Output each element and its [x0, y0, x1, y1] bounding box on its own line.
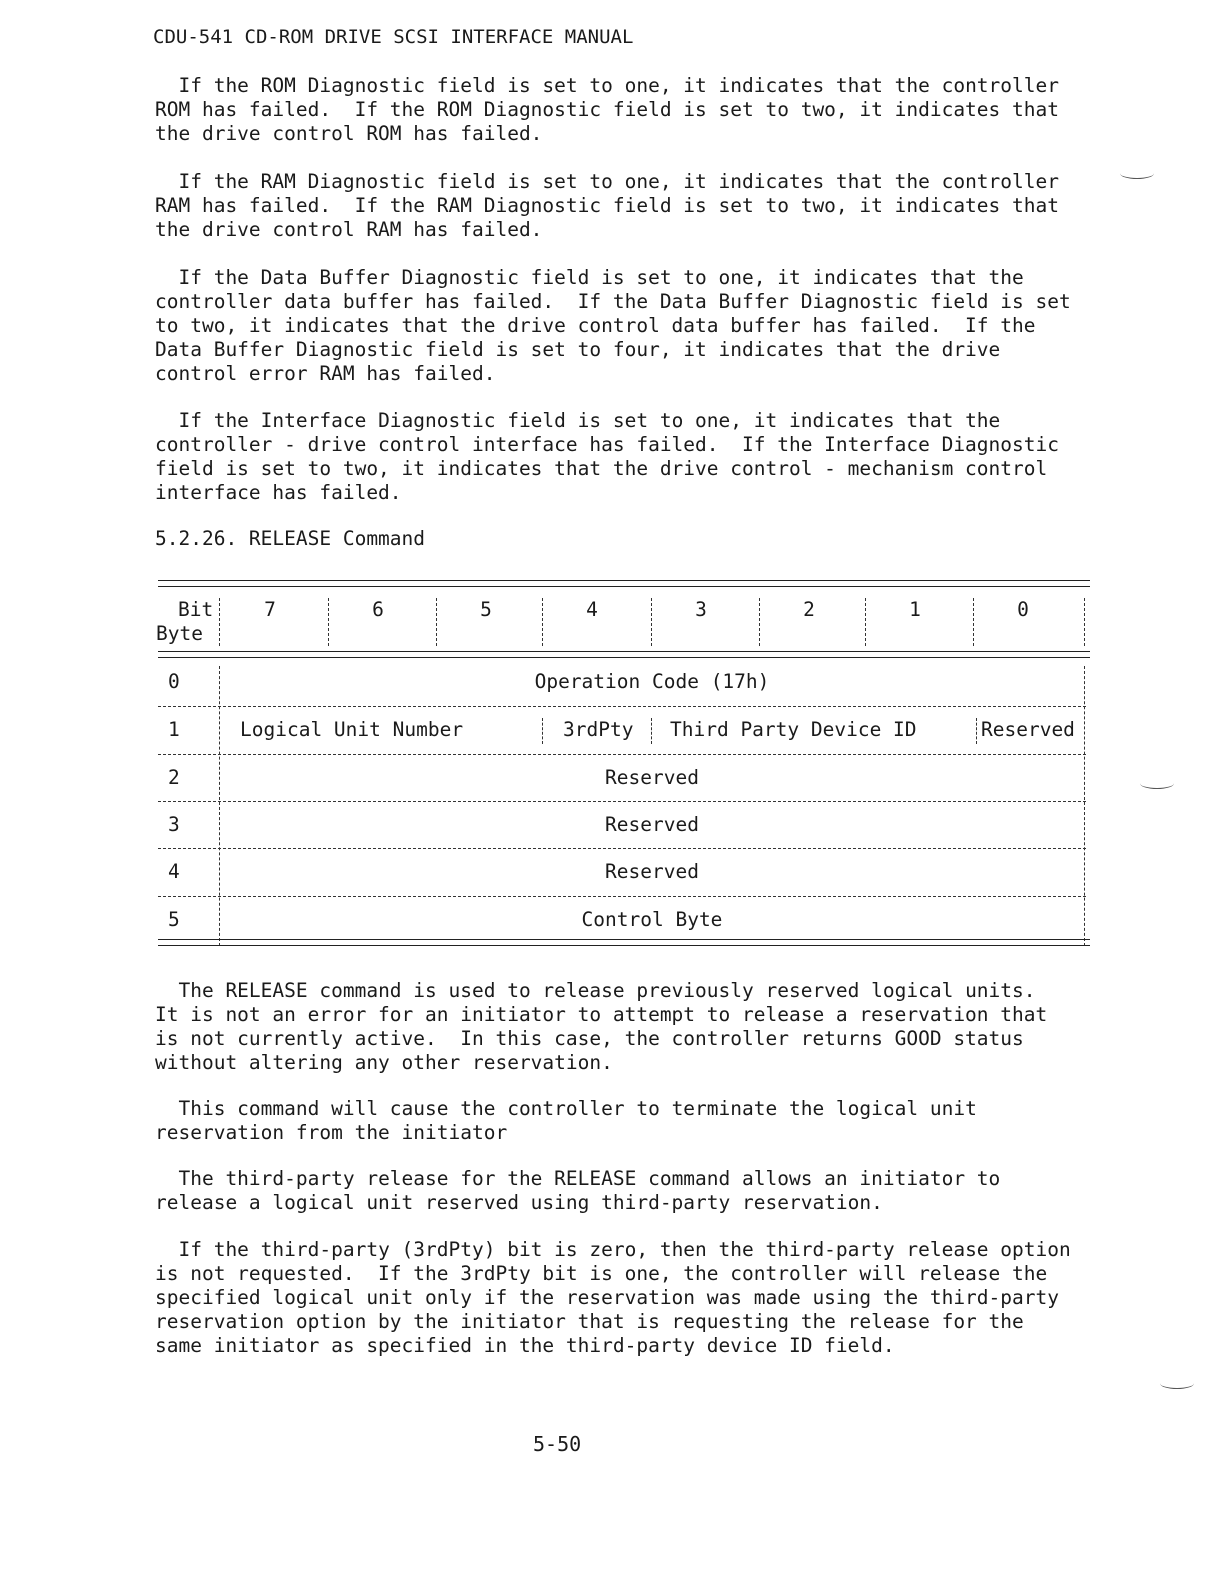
byte-column-separator	[219, 666, 220, 946]
margin-mark	[1160, 1378, 1194, 1389]
header-separator	[759, 598, 760, 646]
row-divider	[158, 848, 1086, 849]
header-separator	[328, 598, 329, 646]
paragraph-release-overview: The RELEASE command is used to release previously reserved logical units. It is not an error for an initiator to attempt to release a reservation that is not currently active. In this case, the controller returns GOOD status without altering any other reservation.	[155, 979, 1048, 1074]
paragraph-data-buffer-diagnostic: If the Data Buffer Diagnostic field is set to one, it indicates that the controller data buffer has failed. If the Data Buffer Diagnostic field is set to two, it indicates that the drive control data buffer has failed. If the Data Buffer Diagnostic field is set to four, it indicates that the drive control error RAM has failed.	[155, 266, 1071, 385]
field-separator	[651, 718, 652, 744]
bit-1-header: 1	[909, 598, 921, 621]
third-party-device-id-field: Third Party Device ID	[670, 718, 917, 741]
byte-5-label: 5	[168, 908, 180, 931]
header-separator	[973, 598, 974, 646]
byte-label: Byte	[156, 622, 203, 645]
field-separator	[976, 718, 977, 744]
control-byte-field: Control Byte	[581, 908, 723, 931]
row-divider	[158, 896, 1086, 897]
header-separator	[865, 598, 866, 646]
row-divider	[158, 754, 1086, 755]
field-separator	[542, 718, 543, 744]
paragraph-third-party-release: The third-party release for the RELEASE command allows an initiator to release a logical unit reserved using third-party reservation.	[155, 1167, 1001, 1214]
paragraph-interface-diagnostic: If the Interface Diagnostic field is set to one, it indicates that the controller - drive control interface has failed. If the Interface Diagnostic field is set to two, it indicates that the drive control - mechanism control interface has failed.	[155, 409, 1059, 504]
bit-2-header: 2	[803, 598, 815, 621]
paragraph-terminate-reservation: This command will cause the controller to terminate the logical unit reservation from the initiator	[155, 1097, 977, 1144]
byte-1-label: 1	[168, 718, 180, 741]
bit-6-header: 6	[372, 598, 384, 621]
bit-4-header: 4	[586, 598, 598, 621]
header-separator	[219, 598, 220, 646]
bit-0-header: 0	[1017, 598, 1029, 621]
paragraph-rom-diagnostic: If the ROM Diagnostic field is set to one, it indicates that the controller ROM has failed. If the ROM Diagnostic field is set to two, it indicates that the drive control ROM has failed.	[155, 74, 1059, 145]
header-separator	[542, 598, 543, 646]
byte-3-label: 3	[168, 813, 180, 836]
section-heading: 5.2.26. RELEASE Command	[155, 527, 426, 550]
reserved-field: Reserved	[605, 766, 699, 789]
logical-unit-number-field: Logical Unit Number	[240, 718, 464, 741]
right-border	[1084, 666, 1085, 946]
page-number: 5-50	[533, 1432, 582, 1456]
reserved-field: Reserved	[605, 813, 699, 836]
margin-mark	[1140, 778, 1174, 789]
byte-4-label: 4	[168, 860, 180, 883]
operation-code-field: Operation Code (17h)	[534, 670, 770, 693]
table-header-border	[158, 651, 1090, 658]
header-separator	[436, 598, 437, 646]
bit-7-header: 7	[264, 598, 276, 621]
running-header: CDU-541 CD-ROM DRIVE SCSI INTERFACE MANUAL	[153, 26, 634, 48]
paragraph-ram-diagnostic: If the RAM Diagnostic field is set to one, it indicates that the controller RAM has failed. If the RAM Diagnostic field is set to two, it indicates that the drive control RAM has failed.	[155, 170, 1059, 241]
row-divider	[158, 801, 1086, 802]
bit-3-header: 3	[695, 598, 707, 621]
row-divider	[158, 706, 1086, 707]
header-separator	[651, 598, 652, 646]
reserved-bit-field: Reserved	[981, 718, 1075, 741]
margin-mark	[1120, 168, 1154, 179]
bit-label: Bit	[178, 598, 214, 621]
byte-0-label: 0	[168, 670, 180, 693]
byte-2-label: 2	[168, 766, 180, 789]
paragraph-3rdpty-bit: If the third-party (3rdPty) bit is zero, then the third-party release option is not requested. If the 3rdPty bit is one, the controller will release the specified logical unit only if the reservation was made using the third-party reservation option by the initiator that is requesting the release for the same initiator as specified in the third-party device ID field.	[155, 1238, 1071, 1357]
table-bottom-border	[158, 939, 1090, 946]
bit-5-header: 5	[480, 598, 492, 621]
header-separator	[1084, 598, 1085, 646]
3rdpty-field: 3rdPty	[563, 718, 634, 741]
reserved-field: Reserved	[605, 860, 699, 883]
table-top-border	[158, 580, 1090, 587]
